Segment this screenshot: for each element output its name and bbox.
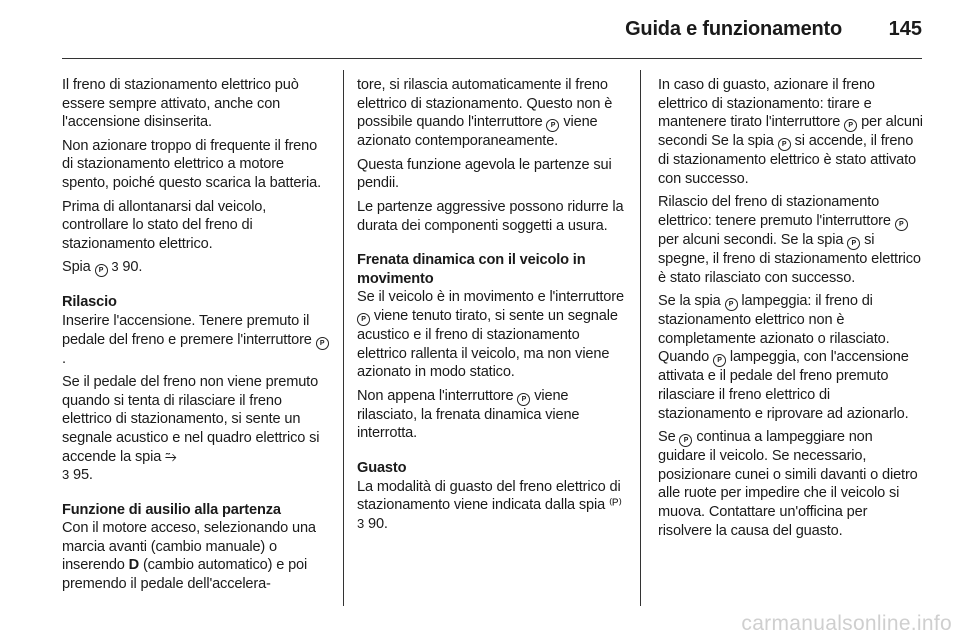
page-ref-icon: 3 — [62, 467, 70, 483]
paragraph: Questa funzione agevola le partenze sui pendii. — [357, 156, 612, 192]
text: Inserire l'accensione. Tenere premuto il pedale del freno e premere l'interruttore — [62, 312, 312, 348]
skid-icon: ⥲ — [165, 448, 177, 465]
page-ref-icon: 3 — [357, 515, 365, 531]
page-ref-icon: 3 — [111, 259, 119, 275]
watermark: carmanualsonline.info — [741, 612, 952, 635]
gear-label: D — [128, 557, 140, 574]
text: lampeggia: il freno di stazionamento elettrico non è completamente azionato o rilasciato. Quando — [658, 293, 890, 366]
text: (cambio automatico) e poi premendo il pedale dell'accelera- — [62, 557, 308, 593]
paragraph — [357, 76, 627, 151]
text: Rilascio del freno di stazionamento elettrico: tenere premuto l'interruttore — [658, 194, 891, 229]
text: continua a lampeggiare non guidare il veicolo. Se necessario, posizionare cunei o simili davanti o dietro alle ruote per impedire che il veicolo si muova. Contattare un'officina per risolvere la causa del guasto. — [658, 429, 918, 539]
text: viene tenuto tirato, si sente un segnale acustico e il freno di stazionamento elettrico rallenta il veicolo, ma non viene azionato in modo statico. — [357, 307, 618, 381]
subheading: Frenata dinamica con il veicolo in movimento — [357, 252, 586, 287]
text: Con il motore acceso, selezionando una marcia avanti (cambio manuale) o inserendo — [62, 520, 316, 574]
brake-icon: P — [95, 264, 108, 277]
paragraph — [62, 519, 330, 593]
text: Se — [658, 429, 676, 446]
text: tore, si rilascia automaticamente il freno elettrico di stazionamento. Questo non è possibile quando l'interruttore — [357, 77, 613, 131]
section-title: Guida e funzionamento — [625, 18, 842, 40]
paragraph: Le partenze aggressive possono ridurre la durata dei componenti soggetti a usura. — [357, 198, 624, 234]
paragraph — [357, 387, 627, 443]
text: Spia — [62, 259, 91, 276]
paragraph: Inserire l'accensione. Tenere premuto il pedale del freno e premere l'interruttore P. — [62, 312, 330, 368]
text: per alcuni secondi. Se la spia — [658, 231, 844, 248]
brake-icon: P — [895, 218, 908, 231]
paragraph — [62, 258, 330, 277]
text: viene azionato contemporaneamente. — [357, 114, 598, 150]
text: si accende, il freno di stazionamento elettrico è stato attivato con successo. — [658, 133, 917, 187]
text: per alcuni secondi Se la spia — [658, 114, 923, 150]
text: In caso di guasto, azionare il freno elettrico di stazionamento: tirare e mantenere tirato l'interruttore — [658, 77, 875, 131]
column-2 — [357, 76, 627, 538]
brake-icon: P — [778, 138, 791, 151]
column-3 — [658, 76, 924, 545]
paragraph: Prima di allontanarsi dal veicolo, controllare lo stato del freno di stazionamento elettrico. — [62, 198, 267, 252]
text: Se la spia — [658, 293, 721, 310]
brake-icon: P — [316, 337, 329, 350]
column-1 — [62, 76, 330, 599]
text: lampeggia, con l'accensione attivata e il pedale del freno premuto rilasciare il freno elettrico di stazionamento e riprovare ad azionarlo. — [658, 349, 909, 422]
text: Se il pedale del freno non viene premuto quando si tenta di rilasciare il freno elettrico di stazionamento, si sente un segnale acustico e nel quadro elettrico si accende la spia — [62, 374, 320, 465]
paragraph — [62, 373, 330, 485]
header-rule — [62, 58, 922, 59]
paragraph — [658, 76, 924, 188]
page-ref: 90. — [122, 259, 143, 276]
page-ref: 95. — [73, 467, 93, 484]
brake-icon: P — [679, 434, 692, 447]
column-divider — [640, 70, 641, 606]
subheading: Rilascio — [62, 294, 117, 311]
page-number: 145 — [888, 18, 922, 40]
page-header — [0, 0, 960, 62]
paragraph: Il freno di stazionamento elettrico può essere sempre attivato, anche con l'accensione disinserita. — [62, 77, 299, 131]
brake-icon: P — [517, 393, 530, 406]
subheading: Funzione di ausilio alla partenza — [62, 501, 281, 518]
text: Non appena l'interruttore — [357, 387, 514, 404]
paragraph — [658, 428, 924, 540]
column-divider — [343, 70, 344, 606]
paragraph — [357, 478, 627, 534]
brake-icon: P — [844, 119, 857, 132]
paragraph — [357, 288, 627, 381]
paragraph — [658, 292, 924, 423]
brake-icon: P — [546, 119, 559, 132]
brake-icon: P — [847, 237, 860, 250]
paragraph — [658, 193, 924, 287]
brake-icon: P — [725, 298, 738, 311]
text: La modalità di guasto del freno elettrico di stazionamento viene indicata dalla spia — [357, 478, 621, 514]
subheading: Guasto — [357, 459, 407, 476]
text: si spegne, il freno di stazionamento elettrico è stato rilasciato con successo. — [658, 231, 921, 286]
brake-icon: P — [713, 354, 726, 367]
page-ref: 90. — [368, 515, 388, 532]
text: viene rilasciato, la frenata dinamica viene interrotta. — [357, 387, 580, 442]
fault-icon: ⁽ᴾ⁾ — [609, 497, 622, 514]
text: Se il veicolo è in movimento e l'interruttore — [357, 289, 624, 306]
paragraph: Non azionare troppo di frequente il freno di stazionamento elettrico a motore spento, poiché questo scarica la batteria. — [62, 137, 321, 191]
brake-icon: P — [357, 313, 370, 326]
